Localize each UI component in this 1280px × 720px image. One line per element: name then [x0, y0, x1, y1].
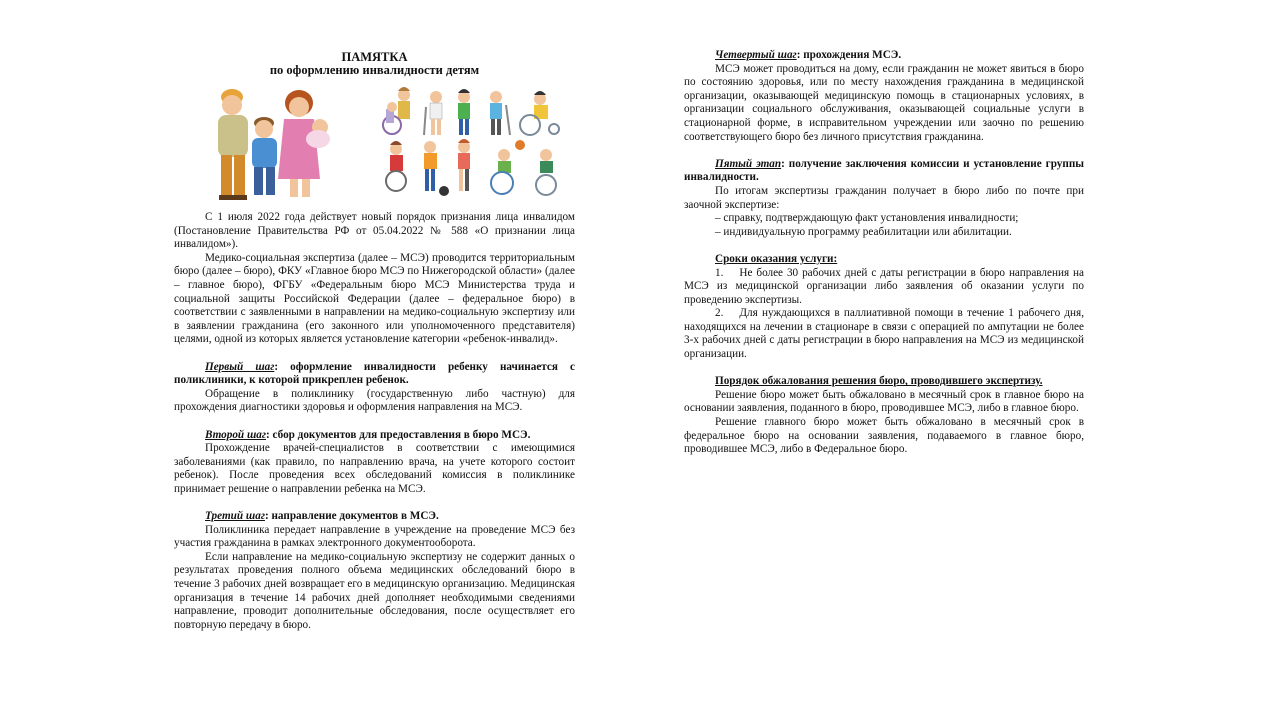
step3-text-2: Если направление на медико-социальную экспертизу не содержит данных о результатах проведения полного объема медицинских обследований бюро в течение 3 рабочих дней возвращает его в медицинскую организацию. Медицинская организация в течение 14 рабочих дней дополняет необходимыми сведениями направление, проводит дополнительные обследования, после осуществляет его повторную передачу в бюро. — [174, 550, 575, 631]
terms-item-number: 2. — [715, 307, 724, 320]
terms-item-text: Для нуждающихся в паллиативной помощи в течение 1 рабочего дня, находящихся на лечении в стационаре в связи с операцией по ампутации не более 3-х рабочих дней с даты регистрации в бюро направления на МСЭ из медицинской организации. — [684, 307, 1084, 361]
terms-item-number: 1. — [715, 266, 724, 279]
appeal-heading — [684, 375, 1084, 389]
step5-item: – индивидуальную программу реабилитации или абилитации. — [715, 225, 1012, 238]
step4-label: Четвертый шаг — [715, 49, 797, 61]
terms-item — [684, 267, 1084, 308]
step5-item: – справку, подтверждающую факт установления инвалидности; — [715, 212, 1019, 225]
step2-title: : сбор документов для предоставления в бюро МСЭ. — [266, 428, 531, 441]
left-column — [174, 0, 575, 632]
step4-text: МСЭ может проводиться на дому, если гражданин не может явиться в бюро по состоянию здоровья, или по месту нахождения гражданина в медицинской организации, оказывающей медицинскую помощь в стационарных условиях, в организации социального обслуживания, оказывающей социальные услуги в стационарной форме, в исправительном учреждении или заочно по решению соответствующего бюро без личного присутствия гражданина. — [684, 62, 1084, 143]
step3-label: Третий шаг — [205, 510, 265, 523]
terms-item-text: Не более 30 рабочих дней с даты регистрации в бюро направления на МСЭ из медицинской организации либо заявления об оказании услуги по проведению экспертизы. — [684, 266, 1084, 306]
step3-text-1: Поликлиника передает направление в учреждение на проведение МСЭ без участия гражданина в рамках электронного документооборота. — [174, 523, 575, 550]
illustrations — [174, 85, 575, 203]
terms-heading — [684, 253, 1084, 267]
step2-label: Второй шаг — [205, 428, 266, 441]
step1-title: : оформление инвалидности ребенку начинается с поликлиники, к которой прикреплен ребенок. — [174, 360, 575, 387]
appeal-title: Порядок обжалования решения бюро, проводившего экспертизу. — [715, 375, 1043, 388]
step2-text: Прохождение врачей-специалистов в соответствии с имеющимися заболеваниями (как правило, по направлению врача, на учете которого состоит ребенок). После проведения всех обследований комиссия в поликлинике принимает решение о направлении ребенка на МСЭ. — [174, 442, 575, 495]
step5-label: Пятый этап — [715, 157, 782, 170]
appeal-text-2: Решение главного бюро может быть обжаловано в месячный срок в федеральное бюро на основании заявления, подаваемого в главное бюро, проводившее МСЭ, либо в Федеральное бюро. — [684, 416, 1084, 456]
document-subtitle: по оформлению инвалидности детям — [269, 63, 480, 77]
step2-heading — [174, 429, 575, 443]
step4-title: : прохождения МСЭ. — [796, 49, 902, 61]
right-column — [684, 49, 1084, 457]
step1-label: Первый шаг — [205, 360, 275, 373]
step5-title: : получение заключения комиссии и установление группы инвалидности. — [684, 157, 1084, 184]
family-illustration — [194, 83, 344, 201]
step5-text: По итогам экспертизы гражданин получает в бюро либо по почте при заочной экспертизе: — [684, 184, 1084, 211]
terms-item — [684, 307, 1084, 361]
intro-paragraph-2: Медико-социальная экспертиза (далее – МСЭ) проводится территориальным бюро (далее – бюро), ФКУ «Главное бюро МСЭ по Нижегородской области» (далее – главное бюро), ФГБУ «Федеральным бюро МСЭ Министерства труда и социальной защиты Российской Федерации (далее – федеральное бюро) в соответствии с заявленными в направлении на медико-социальную экспертизу или в заявлении гражданина (его законного или уполномоченного представителя) целями, одной из которых является установление категории «ребенок-инвалид». — [174, 251, 575, 346]
step1-text: Обращение в поликлинику (государственную либо частную) для прохождения диагностики здоровья и оформления направления на МСЭ. — [174, 387, 575, 414]
terms-title: Сроки оказания услуги: — [715, 252, 838, 265]
step1-heading — [174, 361, 575, 388]
step3-heading — [174, 510, 575, 524]
intro-paragraph-1: С 1 июля 2022 года действует новый порядок признания лица инвалидом (Постановление Правительства РФ от 05.04.2022 № 588 «О признании лица инвалидом»). — [174, 211, 575, 251]
document-title: ПАМЯТКА — [341, 50, 408, 64]
step4-heading — [684, 49, 1084, 63]
step5-heading — [684, 158, 1084, 185]
appeal-text-1: Решение бюро может быть обжаловано в месячный срок в главное бюро на основании заявления, поданного в бюро, проводившее МСЭ, либо в главное бюро. — [684, 388, 1084, 415]
step3-title: : направление документов в МСЭ. — [264, 510, 439, 523]
children-illustration — [370, 85, 574, 201]
